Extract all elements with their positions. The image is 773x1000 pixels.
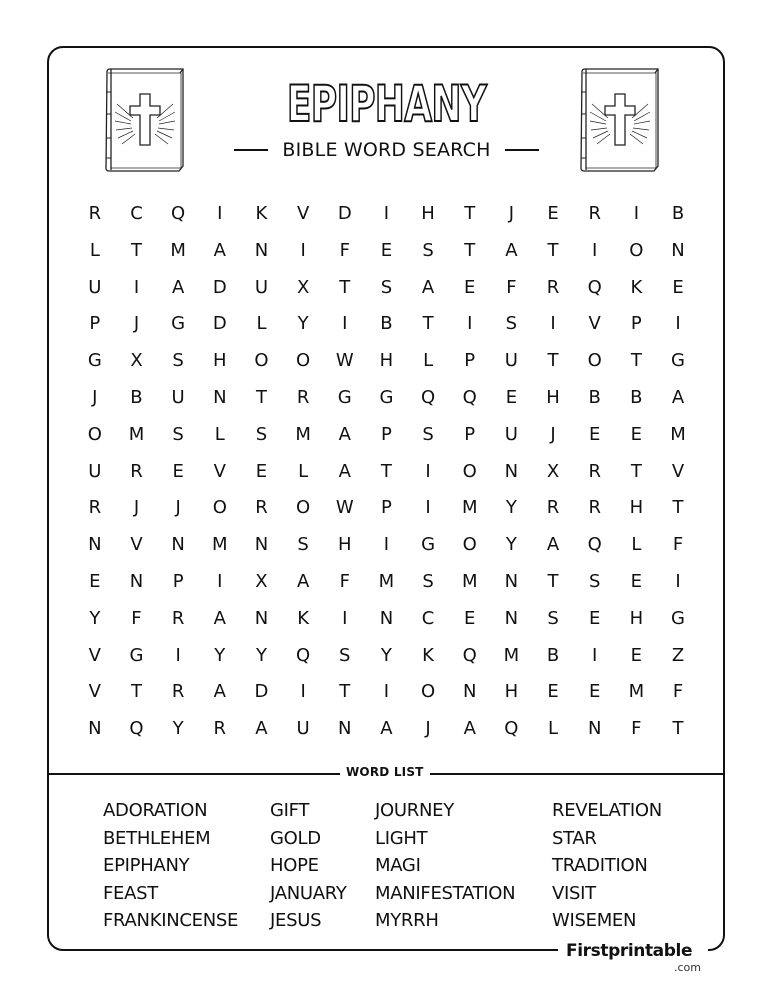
grid-cell: T [464, 239, 476, 261]
grid-cell: K [630, 276, 643, 298]
grid-cell: A [546, 534, 560, 556]
grid-cell: A [213, 239, 226, 261]
grid-cell: A [338, 460, 351, 482]
grid-cell: F [672, 534, 684, 556]
word-item: ADORATION [103, 800, 208, 821]
grid-cell: S [547, 607, 559, 629]
grid-cell: B [671, 203, 685, 224]
word-item: BETHLEHEM [103, 827, 211, 849]
grid-cell: I [217, 203, 223, 224]
grid-cell: D [337, 203, 352, 224]
subtitle-row [0, 139, 773, 161]
grid-cell: F [131, 607, 142, 629]
grid-cell: X [546, 460, 560, 482]
grid-cell: B [546, 644, 560, 666]
grid-cell: I [425, 497, 431, 519]
grid-cell: Q [587, 276, 602, 298]
grid-cell: S [588, 570, 601, 592]
grid-cell: R [213, 718, 227, 740]
grid-cell: T [422, 313, 434, 335]
grid-cell: M [628, 681, 645, 703]
word-item: MAGI [375, 855, 421, 876]
divider-dash [505, 149, 539, 151]
grid-cell: L [214, 423, 225, 445]
grid-cell: V [130, 534, 143, 556]
grid-cell: I [342, 607, 348, 629]
grid-cell: C [421, 607, 435, 629]
grid-cell: A [171, 276, 185, 298]
grid-cell: H [629, 497, 644, 519]
word-item: WISEMEN [552, 910, 637, 931]
grid-cell: Q [504, 718, 519, 740]
grid-cell: E [630, 423, 643, 445]
grid-cell: R [588, 460, 601, 482]
word-list-column [270, 797, 375, 935]
grid-cell: O [87, 423, 102, 445]
grid-cell: Y [255, 644, 267, 666]
grid-cell: R [255, 497, 268, 519]
grid-cell: E [589, 681, 601, 703]
page-title: EPIPHANY [286, 75, 487, 133]
grid-cell: A [338, 423, 351, 445]
grid-cell: R [588, 497, 601, 519]
word-list [103, 797, 702, 935]
grid-cell: M [378, 570, 395, 592]
grid-cell: G [671, 350, 685, 372]
grid-cell: I [383, 534, 390, 556]
grid-cell: M [295, 423, 311, 445]
grid-cell: U [296, 718, 310, 740]
word-item: VISIT [552, 882, 596, 904]
grid-cell: S [422, 423, 434, 445]
grid-cell: P [464, 350, 476, 372]
grid-cell: T [630, 460, 642, 482]
grid-cell: S [422, 570, 434, 592]
grid-cell: Y [214, 644, 226, 666]
word-item: STAR [552, 827, 597, 849]
grid-cell: T [630, 350, 642, 372]
grid-cell: A [213, 607, 226, 629]
grid-cell: Y [505, 497, 517, 519]
grid-cell: S [339, 644, 351, 666]
word-item: JOURNEY [375, 800, 454, 821]
grid-cell: Y [89, 607, 101, 629]
grid-cell: E [89, 570, 101, 592]
grid-cell: R [588, 203, 601, 224]
page-subtitle: BIBLE WORD SEARCH [282, 139, 491, 161]
word-item: GIFT [270, 800, 310, 821]
grid-cell: F [339, 239, 350, 261]
grid-cell: N [587, 718, 602, 740]
grid-cell: Q [296, 644, 311, 666]
grid-cell: I [383, 203, 390, 224]
grid-cell: T [547, 350, 559, 372]
grid-cell: C [130, 203, 143, 224]
grid-cell: P [172, 570, 184, 592]
grid-cell: Y [297, 313, 309, 335]
grid-cell: B [380, 313, 393, 335]
grid-cell: I [592, 644, 598, 666]
grid-cell: E [589, 423, 601, 445]
grid-cell: A [671, 386, 685, 408]
grid-cell: B [630, 386, 643, 408]
word-item: TRADITION [552, 855, 648, 876]
word-item: MANIFESTATION [375, 882, 516, 904]
grid-cell: L [89, 239, 100, 261]
grid-cell: D [254, 681, 269, 703]
grid-cell: N [254, 534, 269, 556]
grid-cell: N [504, 570, 519, 592]
grid-cell: K [297, 607, 310, 629]
grid-cell: K [422, 644, 434, 666]
grid-cell: H [421, 203, 435, 224]
grid-cell: N [671, 239, 685, 261]
grid-cell: M [212, 534, 228, 556]
grid-cell: U [504, 423, 518, 445]
grid-cell: A [505, 239, 518, 261]
grid-cell: F [631, 718, 642, 740]
grid-cell: G [129, 644, 144, 666]
grid-cell: D [212, 276, 227, 298]
grid-cell: J [133, 497, 140, 519]
grid-cell: E [630, 570, 643, 592]
grid-cell: L [256, 313, 267, 335]
grid-cell: G [87, 350, 102, 372]
grid-cell: T [130, 239, 142, 261]
grid-cell: G [379, 386, 394, 408]
grid-cell: N [88, 718, 102, 740]
grid-cell: Y [505, 534, 517, 556]
grid-cell: N [88, 534, 102, 556]
grid-cell: N [338, 718, 352, 740]
grid-cell: P [380, 497, 392, 519]
grid-cell: S [380, 276, 393, 298]
grid-cell: T [130, 681, 142, 703]
grid-cell: O [462, 534, 477, 556]
grid-cell: H [629, 607, 644, 629]
grid-cell: E [547, 203, 559, 224]
grid-cell: E [380, 239, 393, 261]
grid-cell: I [217, 570, 223, 592]
grid-cell: U [171, 386, 185, 408]
grid-cell: T [547, 570, 559, 592]
letter-grid [74, 196, 699, 748]
grid-cell: E [464, 276, 476, 298]
grid-cell: U [254, 276, 269, 298]
grid-cell: F [339, 570, 350, 592]
grid-cell: T [339, 681, 351, 703]
grid-cell: U [504, 350, 518, 372]
grid-cell: Q [171, 203, 186, 224]
grid-cell: W [335, 497, 354, 519]
grid-cell: I [550, 313, 556, 335]
grid-cell: O [587, 350, 602, 372]
grid-cell: R [546, 497, 560, 519]
grid-cell: R [171, 681, 185, 703]
grid-cell: A [213, 681, 226, 703]
grid-cell: X [130, 350, 143, 372]
grid-cell: L [548, 718, 559, 740]
grid-cell: S [422, 239, 434, 261]
grid-cell: P [380, 423, 392, 445]
grid-cell: H [213, 350, 227, 372]
grid-cell: H [504, 681, 519, 703]
grid-cell: D [212, 313, 227, 335]
grid-cell: O [420, 681, 436, 703]
grid-cell: H [379, 350, 394, 372]
grid-cell: J [175, 497, 181, 519]
grid-cell: S [255, 423, 268, 445]
grid-cell: G [421, 534, 436, 556]
grid-cell: S [172, 350, 184, 372]
grid-cell: T [255, 386, 267, 408]
grid-cell: M [670, 423, 686, 445]
grid-cell: L [298, 460, 309, 482]
grid-cell: N [463, 681, 477, 703]
grid-cell: L [423, 350, 434, 372]
word-list-label: WORD LIST [340, 765, 430, 779]
grid-cell: F [672, 681, 684, 703]
word-item: EPIPHANY [103, 855, 190, 876]
grid-cell: N [379, 607, 394, 629]
grid-cell: S [172, 423, 184, 445]
word-item: LIGHT [375, 827, 428, 849]
grid-cell: I [425, 460, 431, 482]
grid-cell: P [630, 313, 642, 335]
grid-cell: G [171, 313, 186, 335]
grid-cell: J [92, 386, 98, 408]
grid-cell: R [171, 607, 185, 629]
grid-cell: W [335, 350, 354, 372]
grid-cell: L [631, 534, 642, 556]
grid-cell: M [170, 239, 186, 261]
word-item: FRANKINCENSE [103, 910, 239, 931]
divider-dash [234, 149, 268, 151]
grid-cell: G [337, 386, 352, 408]
grid-cell: Q [129, 718, 144, 740]
grid-cell: V [588, 313, 601, 335]
grid-cell: V [671, 460, 685, 482]
grid-cell: O [462, 460, 477, 482]
grid-cell: I [633, 203, 640, 224]
grid-cell: T [547, 239, 559, 261]
grid-cell: Q [462, 644, 477, 666]
brand-logo: Firstprintable [566, 941, 693, 961]
grid-cell: T [380, 460, 392, 482]
grid-cell: V [213, 460, 226, 482]
grid-cell: I [300, 239, 306, 261]
grid-cell: E [464, 607, 476, 629]
grid-cell: Y [172, 718, 184, 740]
grid-cell: Q [462, 386, 477, 408]
grid-cell: I [175, 644, 181, 666]
grid-cell: U [88, 460, 102, 482]
grid-cell: O [296, 350, 311, 372]
brand-domain: .com [674, 961, 701, 974]
grid-cell: J [550, 423, 556, 445]
grid-cell: O [629, 239, 644, 261]
grid-cell: X [255, 570, 268, 592]
grid-cell: E [172, 460, 184, 482]
grid-cell: N [129, 570, 144, 592]
word-list-column [375, 797, 552, 935]
grid-cell: B [588, 386, 601, 408]
grid-cell: U [88, 276, 102, 298]
grid-cell: M [461, 497, 478, 519]
grid-cell: N [504, 460, 519, 482]
grid-cell: J [425, 718, 431, 740]
grid-cell: J [133, 313, 140, 335]
grid-cell: E [630, 644, 643, 666]
grid-cell: Q [420, 386, 436, 408]
grid-cell: M [128, 423, 145, 445]
grid-cell: I [467, 313, 473, 335]
grid-cell: P [464, 423, 476, 445]
grid-cell: M [503, 644, 520, 666]
grid-cell: B [130, 386, 143, 408]
word-item: FEAST [103, 882, 158, 904]
grid-cell: N [254, 607, 269, 629]
grid-cell: H [337, 534, 352, 556]
grid-cell: V [88, 644, 101, 666]
word-item: JESUS [270, 910, 322, 931]
grid-cell: S [297, 534, 309, 556]
grid-cell: A [421, 276, 435, 298]
grid-cell: N [171, 534, 185, 556]
grid-cell: O [212, 497, 227, 519]
grid-cell: I [133, 276, 140, 298]
grid-cell: Q [587, 534, 602, 556]
grid-cell: V [296, 203, 310, 224]
grid-cell: R [88, 497, 102, 519]
grid-cell: R [130, 460, 143, 482]
word-item: JANUARY [270, 882, 347, 904]
grid-cell: E [547, 681, 559, 703]
grid-cell: X [296, 276, 310, 298]
grid-cell: N [213, 386, 227, 408]
word-item: HOPE [270, 855, 319, 876]
grid-cell: T [464, 203, 476, 224]
grid-cell: K [255, 203, 268, 224]
grid-cell: N [254, 239, 269, 261]
grid-cell: O [296, 497, 311, 519]
grid-cell: M [461, 570, 478, 592]
grid-cell: Y [380, 644, 392, 666]
grid-cell: H [546, 386, 560, 408]
word-item: MYRRH [375, 910, 439, 931]
grid-cell: I [675, 313, 681, 335]
grid-cell: O [254, 350, 269, 372]
grid-cell: Z [671, 644, 685, 666]
grid-cell: E [672, 276, 684, 298]
grid-cell: I [675, 570, 681, 592]
word-list-column [552, 797, 702, 935]
grid-cell: T [339, 276, 351, 298]
grid-cell: I [300, 681, 306, 703]
word-item: GOLD [270, 827, 321, 849]
grid-cell: A [463, 718, 476, 740]
grid-cell: A [296, 570, 310, 592]
grid-cell: F [506, 276, 517, 298]
grid-cell: P [89, 313, 101, 335]
grid-cell: R [296, 386, 310, 408]
grid-cell: S [505, 313, 518, 335]
grid-cell: R [88, 203, 102, 224]
word-item: REVELATION [552, 800, 662, 821]
grid-cell: A [380, 718, 393, 740]
grid-cell: T [672, 497, 684, 519]
grid-cell: A [255, 718, 268, 740]
grid-cell: V [88, 681, 101, 703]
grid-cell: I [592, 239, 598, 261]
grid-cell: J [508, 203, 515, 224]
grid-cell: R [546, 276, 560, 298]
word-list-column [103, 797, 270, 935]
grid-cell: I [383, 681, 390, 703]
grid-cell: N [504, 607, 519, 629]
grid-cell: G [671, 607, 685, 629]
grid-cell: E [255, 460, 268, 482]
grid-cell: T [672, 718, 684, 740]
grid-cell: I [342, 313, 348, 335]
grid-cell: E [589, 607, 601, 629]
grid-cell: E [505, 386, 518, 408]
